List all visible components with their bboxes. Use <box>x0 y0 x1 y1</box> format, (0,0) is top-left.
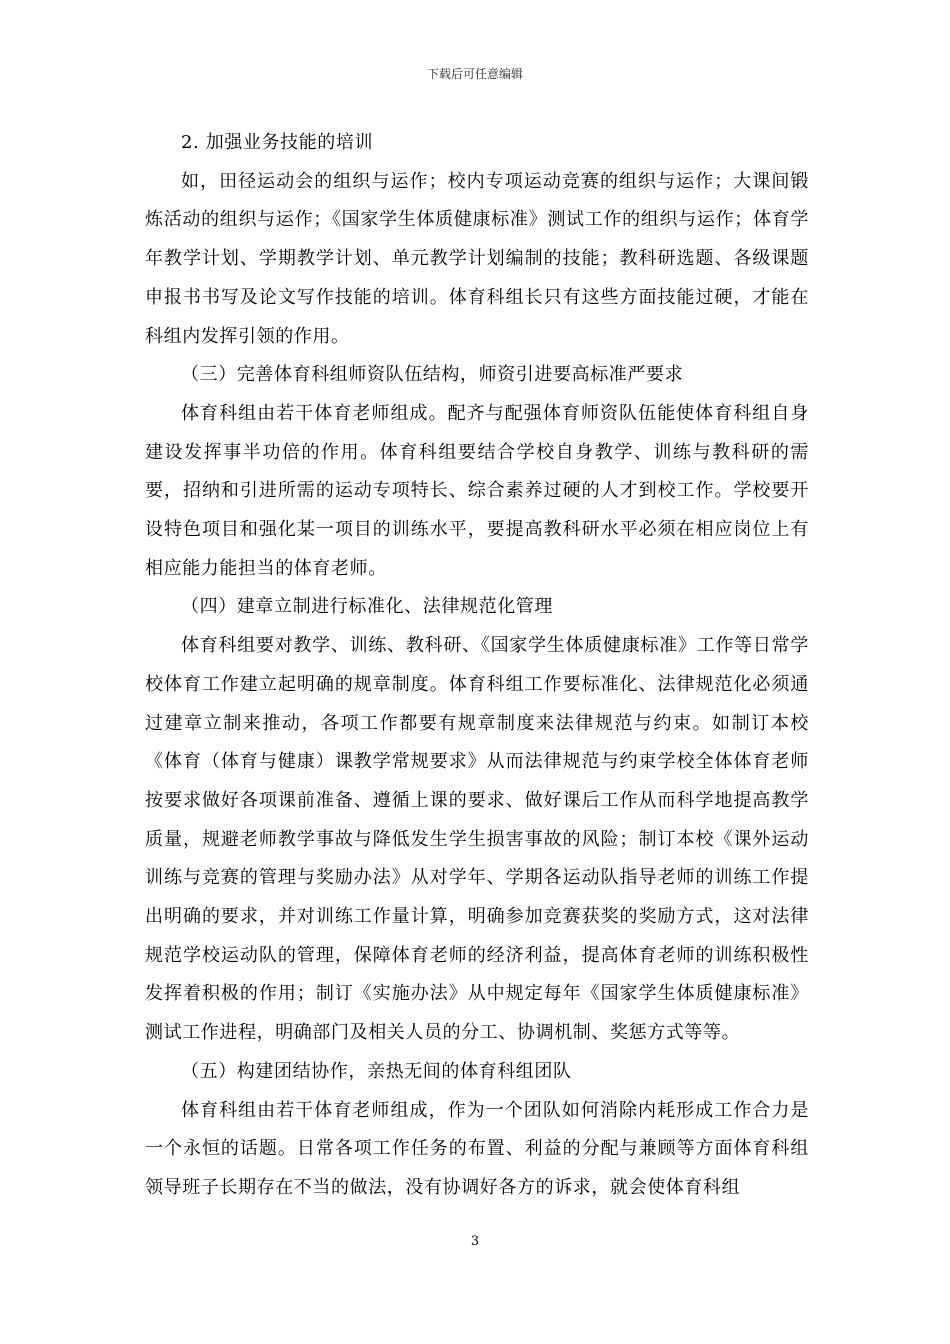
body-paragraph: 如，田径运动会的组织与运作；校内专项运动竞赛的组织与运作；大课间锻炼活动的组织与运作；《国家学生体质健康标准》测试工作的组织与运作；体育学年教学计划、学期教学计划、单元教学计划编制的技能；教科研选题、各级课题申报书书写及论文写作技能的培训。体育科组长只有这些方面技能过硬，才能在科组内发挥引领的作用。 <box>145 170 809 347</box>
body-paragraph: 体育科组由若干体育老师组成，作为一个团队如何消除内耗形成工作合力是一个永恒的话题。日常各项工作任务的布置、利益的分配与兼顾等方面体育科组领导班子长期存在不当的做法，没有协调好各方的诉求，就会使体育科组 <box>145 1099 809 1198</box>
section-heading: （三）完善体育科组师资队伍结构，师资引进要高标准严要求 <box>181 364 684 386</box>
page-number: 3 <box>470 1234 480 1249</box>
body-paragraph: 体育科组由若干体育老师组成。配齐与配强体育师资队伍能使体育科组自身建设发挥事半功倍的作用。体育科组要结合学校自身教学、训练与教科研的需要，招纳和引进所需的运动专项特长、综合素养过硬的人才到校工作。学校要开设特色项目和强化某一项目的训练水平，要提高教科研水平必须在相应岗位上有相应能力能担当的体育老师。 <box>145 402 809 579</box>
body-paragraph: 体育科组要对教学、训练、教科研、《国家学生体质健康标准》工作等日常学校体育工作建立起明确的规章制度。体育科组工作要标准化、法律规范化必须通过建章立制来推动，各项工作都要有规章制度来法律规范与约束。如制订本校《体育（体育与健康）课教学常规要求》从而法律规范与约束学校全体体育老师按要求做好各项课前准备、遵循上课的要求、做好课后工作从而科学地提高教学质量，规避老师教学事故与降低发生学生损害事故的风险；制订本校《课外运动训练与竞赛的管理与奖励办法》从对学年、学期各运动队指导老师的训练工作提出明确的要求，并对训练工作量计算，明确参加竞赛获奖的奖励方式，这对法律规范学校运动队的管理，保障体育老师的经济利益，提高体育老师的训练积极性发挥着积极的作用；制订《实施办法》从中规定每年《国家学生体质健康标准》测试工作进程，明确部门及相关人员的分工、协调机制、奖惩方式等等。 <box>145 635 809 1044</box>
section-heading: （五）构建团结协作，亲热无间的体育科组团队 <box>181 1060 572 1082</box>
document-body <box>145 124 809 1208</box>
section-heading: （四）建章立制进行标准化、法律规范化管理 <box>181 596 553 618</box>
page-header: 下载后可任意编辑 <box>426 67 523 81</box>
section-heading: 2. 加强业务技能的培训 <box>181 132 374 153</box>
